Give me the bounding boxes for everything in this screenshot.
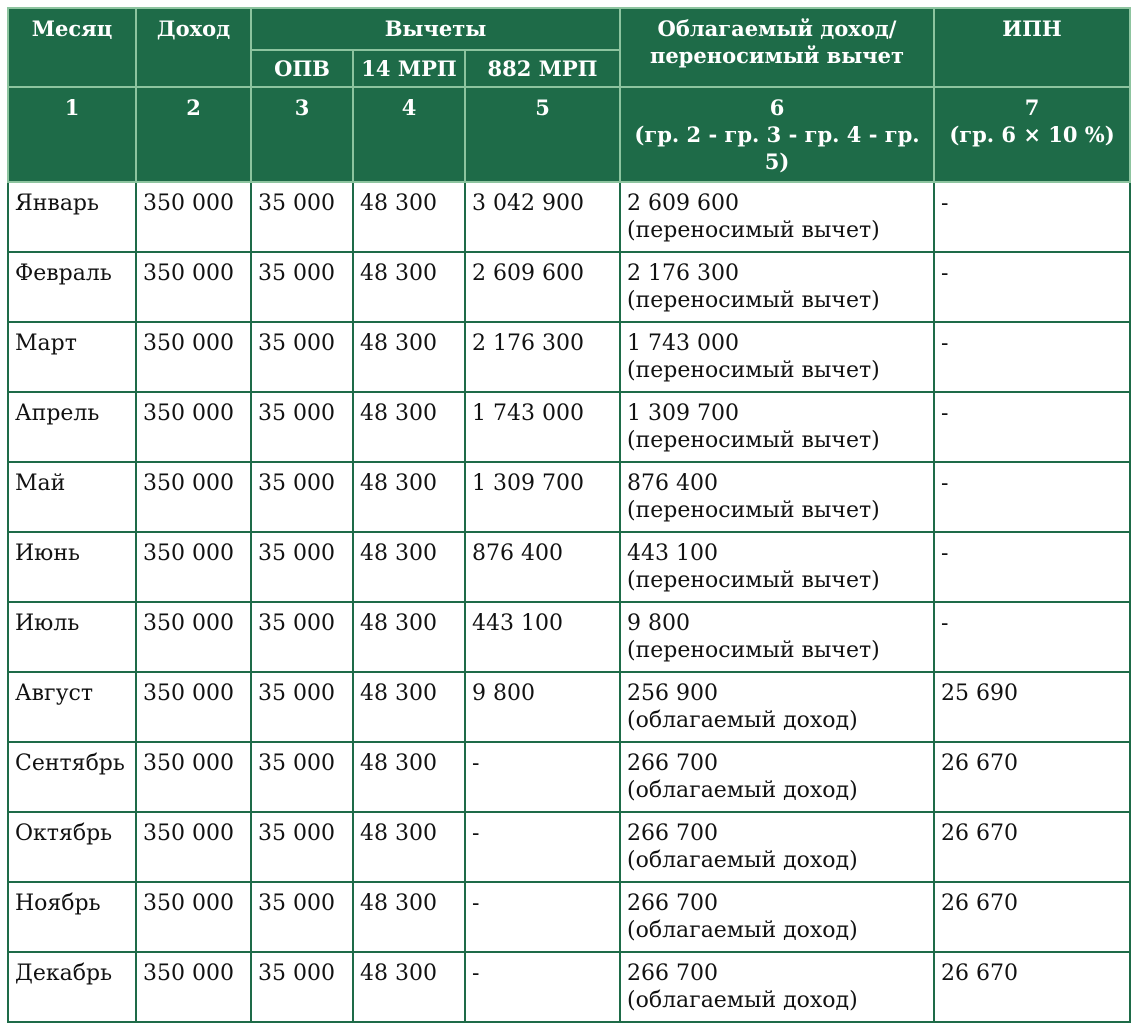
table-row <box>8 532 1130 602</box>
table-row <box>8 602 1130 672</box>
table-row <box>8 812 1130 882</box>
header-taxable-line2: переносимый вычет <box>649 43 905 68</box>
ipn-cell: - <box>934 392 1130 462</box>
result-note: (переносимый вычет) <box>627 218 880 243</box>
income-cell: 350 000 <box>136 952 251 1022</box>
result-value: 266 700 <box>627 821 718 846</box>
result-note: (облагаемый доход) <box>627 778 858 803</box>
income-cell: 350 000 <box>136 742 251 812</box>
mrp882-cell: - <box>465 812 620 882</box>
mrp14-cell: 48 300 <box>353 392 465 462</box>
column-number-5: 5 <box>465 87 620 182</box>
income-cell: 350 000 <box>136 812 251 882</box>
income-cell: 350 000 <box>136 462 251 532</box>
income-cell: 350 000 <box>136 182 251 252</box>
month-cell: Ноябрь <box>8 882 136 952</box>
opv-cell: 35 000 <box>251 742 353 812</box>
table-row <box>8 742 1130 812</box>
table-row <box>8 462 1130 532</box>
ipn-cell: - <box>934 252 1130 322</box>
result-cell <box>620 462 934 532</box>
opv-cell: 35 000 <box>251 812 353 882</box>
mrp14-cell: 48 300 <box>353 322 465 392</box>
ipn-cell: 26 670 <box>934 952 1130 1022</box>
month-cell: Декабрь <box>8 952 136 1022</box>
mrp882-cell: 1 743 000 <box>465 392 620 462</box>
result-value: 2 609 600 <box>627 191 739 216</box>
ipn-cell: - <box>934 602 1130 672</box>
opv-cell: 35 000 <box>251 322 353 392</box>
month-cell: Июнь <box>8 532 136 602</box>
mrp14-cell: 48 300 <box>353 812 465 882</box>
result-cell <box>620 252 934 322</box>
month-cell: Февраль <box>8 252 136 322</box>
opv-cell: 35 000 <box>251 252 353 322</box>
result-note: (переносимый вычет) <box>627 498 880 523</box>
month-cell: Март <box>8 322 136 392</box>
table-row <box>8 252 1130 322</box>
header-taxable <box>620 8 934 87</box>
mrp882-cell: - <box>465 952 620 1022</box>
mrp882-cell: 443 100 <box>465 602 620 672</box>
opv-cell: 35 000 <box>251 392 353 462</box>
income-cell: 350 000 <box>136 392 251 462</box>
opv-cell: 35 000 <box>251 602 353 672</box>
result-cell <box>620 392 934 462</box>
column-number-4: 4 <box>353 87 465 182</box>
result-note: (переносимый вычет) <box>627 638 880 663</box>
month-cell: Август <box>8 672 136 742</box>
income-cell: 350 000 <box>136 322 251 392</box>
income-cell: 350 000 <box>136 882 251 952</box>
column-number-7 <box>934 87 1130 182</box>
result-note: (облагаемый доход) <box>627 988 858 1013</box>
month-cell: Июль <box>8 602 136 672</box>
result-value: 1 743 000 <box>627 331 739 356</box>
column-number-2: 2 <box>136 87 251 182</box>
month-cell: Сентябрь <box>8 742 136 812</box>
result-note: (переносимый вычет) <box>627 568 880 593</box>
result-value: 266 700 <box>627 891 718 916</box>
ipn-cell: - <box>934 322 1130 392</box>
income-cell: 350 000 <box>136 532 251 602</box>
header-deductions: Вычеты <box>251 8 620 50</box>
column-number-6 <box>620 87 934 182</box>
result-note: (переносимый вычет) <box>627 358 880 383</box>
header-opv: ОПВ <box>251 50 353 87</box>
ipn-cell: 25 690 <box>934 672 1130 742</box>
mrp882-cell: 2 176 300 <box>465 322 620 392</box>
opv-cell: 35 000 <box>251 182 353 252</box>
result-value: 9 800 <box>627 611 690 636</box>
result-value: 2 176 300 <box>627 261 739 286</box>
income-cell: 350 000 <box>136 602 251 672</box>
column-number-1: 1 <box>8 87 136 182</box>
result-note: (переносимый вычет) <box>627 428 880 453</box>
result-cell <box>620 812 934 882</box>
header-income: Доход <box>136 8 251 87</box>
table-row <box>8 882 1130 952</box>
column-number-7-label: 7 <box>1024 95 1040 120</box>
table-body <box>8 182 1130 1022</box>
month-cell: Январь <box>8 182 136 252</box>
result-cell <box>620 602 934 672</box>
table-row <box>8 322 1130 392</box>
column-number-6-formula: (гр. 2 - гр. 3 - гр. 4 - гр. 5) <box>634 122 920 174</box>
result-value: 1 309 700 <box>627 401 739 426</box>
result-value: 266 700 <box>627 751 718 776</box>
mrp14-cell: 48 300 <box>353 532 465 602</box>
table-row <box>8 952 1130 1022</box>
mrp14-cell: 48 300 <box>353 952 465 1022</box>
result-note: (облагаемый доход) <box>627 918 858 943</box>
mrp14-cell: 48 300 <box>353 672 465 742</box>
month-cell: Май <box>8 462 136 532</box>
table-row <box>8 672 1130 742</box>
result-cell <box>620 532 934 602</box>
result-note: (облагаемый доход) <box>627 848 858 873</box>
ipn-cell: 26 670 <box>934 812 1130 882</box>
ipn-cell: - <box>934 182 1130 252</box>
table-row <box>8 182 1130 252</box>
ipn-cell: - <box>934 462 1130 532</box>
result-value: 443 100 <box>627 541 718 566</box>
tax-table <box>7 7 1131 1023</box>
mrp14-cell: 48 300 <box>353 742 465 812</box>
ipn-cell: - <box>934 532 1130 602</box>
ipn-cell: 26 670 <box>934 882 1130 952</box>
table-row <box>8 392 1130 462</box>
result-note: (переносимый вычет) <box>627 288 880 313</box>
header-14-mrp: 14 МРП <box>353 50 465 87</box>
result-value: 876 400 <box>627 471 718 496</box>
mrp882-cell: 3 042 900 <box>465 182 620 252</box>
mrp882-cell: 1 309 700 <box>465 462 620 532</box>
result-cell <box>620 882 934 952</box>
mrp882-cell: 9 800 <box>465 672 620 742</box>
result-value: 266 700 <box>627 961 718 986</box>
mrp14-cell: 48 300 <box>353 182 465 252</box>
ipn-cell: 26 670 <box>934 742 1130 812</box>
header-month: Месяц <box>8 8 136 87</box>
income-cell: 350 000 <box>136 252 251 322</box>
header-882-mrp: 882 МРП <box>465 50 620 87</box>
column-number-7-formula: (гр. 6 × 10 %) <box>949 122 1115 147</box>
mrp14-cell: 48 300 <box>353 882 465 952</box>
opv-cell: 35 000 <box>251 462 353 532</box>
header-taxable-line1: Облагаемый доход/ <box>657 16 897 41</box>
income-cell: 350 000 <box>136 672 251 742</box>
result-value: 256 900 <box>627 681 718 706</box>
mrp882-cell: 876 400 <box>465 532 620 602</box>
mrp882-cell: - <box>465 742 620 812</box>
column-number-6-label: 6 <box>769 95 785 120</box>
result-cell <box>620 322 934 392</box>
month-cell: Октябрь <box>8 812 136 882</box>
mrp14-cell: 48 300 <box>353 602 465 672</box>
result-cell <box>620 672 934 742</box>
result-cell <box>620 742 934 812</box>
opv-cell: 35 000 <box>251 672 353 742</box>
result-cell <box>620 952 934 1022</box>
mrp14-cell: 48 300 <box>353 252 465 322</box>
column-number-3: 3 <box>251 87 353 182</box>
mrp882-cell: 2 609 600 <box>465 252 620 322</box>
opv-cell: 35 000 <box>251 882 353 952</box>
result-cell <box>620 182 934 252</box>
mrp882-cell: - <box>465 882 620 952</box>
mrp14-cell: 48 300 <box>353 462 465 532</box>
result-note: (облагаемый доход) <box>627 708 858 733</box>
month-cell: Апрель <box>8 392 136 462</box>
opv-cell: 35 000 <box>251 532 353 602</box>
opv-cell: 35 000 <box>251 952 353 1022</box>
header-ipn: ИПН <box>934 8 1130 87</box>
